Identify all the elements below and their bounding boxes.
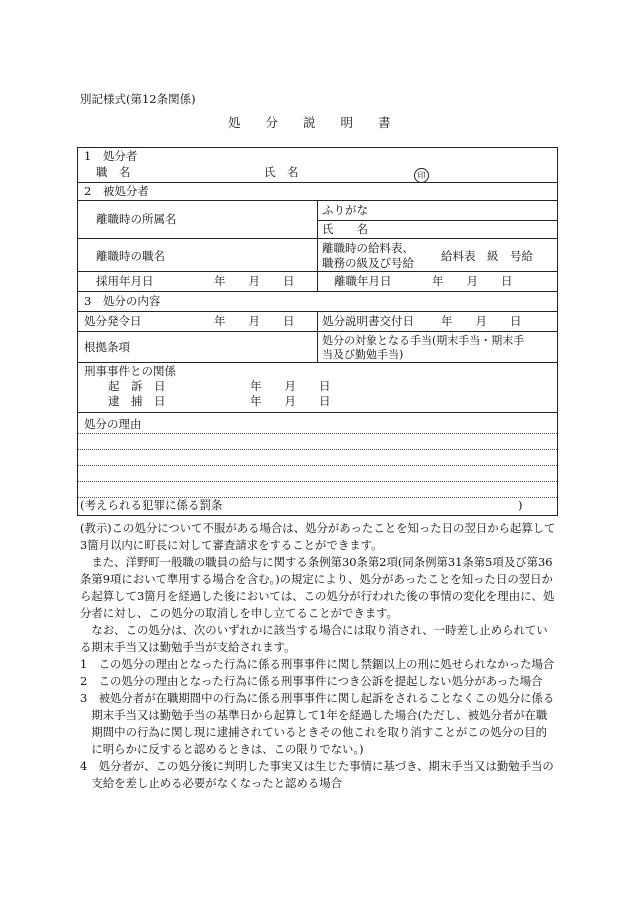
salary-value: 給料表 級 号給: [441, 249, 533, 263]
criminal-case-label: 刑事事件との関係: [84, 364, 176, 378]
hire-date-label: 採用年月日: [96, 274, 154, 288]
hire-date-value: 年 月 日: [214, 274, 295, 288]
target-allowance-line2: 当及び勤勉手当): [322, 348, 404, 361]
indictment-date-label: 起 訴 日: [108, 379, 166, 393]
delivery-date-label: 処分説明書交付日: [322, 314, 414, 328]
crime-provision-close: ): [518, 498, 523, 512]
arrest-date-label: 逮 捕 日: [108, 394, 166, 408]
reason-label: 処分の理由: [84, 417, 142, 431]
disposer-job-label: 職 名: [96, 165, 131, 179]
salary-label-line2: 職務の級及び号給: [322, 256, 414, 270]
indictment-date-value: 年 月 日: [250, 379, 331, 393]
leave-date-label: 離職年月日: [334, 274, 392, 288]
notice-paragraph-1: (教示)この処分について不服がある場合は、処分があったことを知った日の翌日から起算して3箇月以内に町長に対して審査請求をすることができます。: [80, 521, 556, 552]
notice-item-4: 4 処分者が、この処分後に判明した事実又は生じた事情に基づき、期末手当又は勤勉手当の支給を差し止める必要がなくなったと認める場合: [80, 759, 554, 790]
salary-label-line1: 離職時の給料表、: [322, 241, 414, 255]
issue-date-value: 年 月 日: [214, 314, 295, 328]
subject-name-label: 氏 名: [322, 222, 368, 236]
delivery-date-value: 年 月 日: [441, 314, 522, 328]
instruction-notice: [80, 520, 558, 792]
notice-item-3: 3 被処分者が在職期間中の行為に係る刑事事件に関し起訴をされることなくこの処分に係る期末手当又は勤勉手当の基準日から起算して1年を経過した場合(ただし、被処分者が在職期間中の行為に関し現に逮捕されているときその他これを取り消すことがこの処分の目的に明らかに反すると認めるときは、この限りでない。): [80, 691, 555, 756]
notice-paragraph-2: また、洋野町一般職の職員の給与に関する条例第30条第2項(同条例第31条第5項及び第36条第9項において準用する場合を含む。)の規定により、処分があったことを知った日の翌日から起算して3箇月を経過した後においては、この処分が行われた後の事情の変化を理由に、処分者に対し、この処分の取消しを申し立てることができます。: [80, 555, 555, 620]
issue-date-label: 処分発令日: [84, 314, 142, 328]
job-label: 離職時の職名: [96, 249, 165, 263]
seal-mark: [414, 165, 429, 183]
seal-icon: 印: [414, 168, 429, 183]
disposer-name-label: 氏 名: [264, 165, 299, 179]
leave-date-value: 年 月 日: [432, 274, 513, 288]
notice-item-2: 2 この処分の理由となった行為に係る刑事事件につき公訴を提起しない処分があった場合: [80, 674, 543, 688]
dept-label: 離職時の所属名: [96, 212, 177, 226]
crime-provision-label: (考えられる犯罪に係る罰条: [80, 498, 223, 512]
notice-item-1: 1 この処分の理由となった行為に係る刑事事件に関し禁錮以上の刑に処せられなかった場合: [80, 657, 555, 671]
section1-heading: 1 処分者: [84, 149, 138, 163]
section3-heading: 3 処分の内容: [84, 294, 161, 308]
target-allowance-line1: 処分の対象となる手当(期末手当・期末手: [322, 334, 525, 347]
form-reference: 別記様式(第12条関係): [80, 92, 196, 106]
notice-paragraph-3: なお、この処分は、次のいずれかに該当する場合には取り消され、一時差し止められている期末手当又は勤勉手当が支給されます。: [80, 623, 548, 654]
document-title: 処 分 説 明 書: [228, 115, 391, 130]
arrest-date-value: 年 月 日: [250, 394, 331, 408]
furigana-label: ふりがな: [322, 203, 368, 217]
section2-heading: 2 被処分者: [84, 184, 149, 198]
basis-label: 根拠条項: [84, 340, 130, 354]
